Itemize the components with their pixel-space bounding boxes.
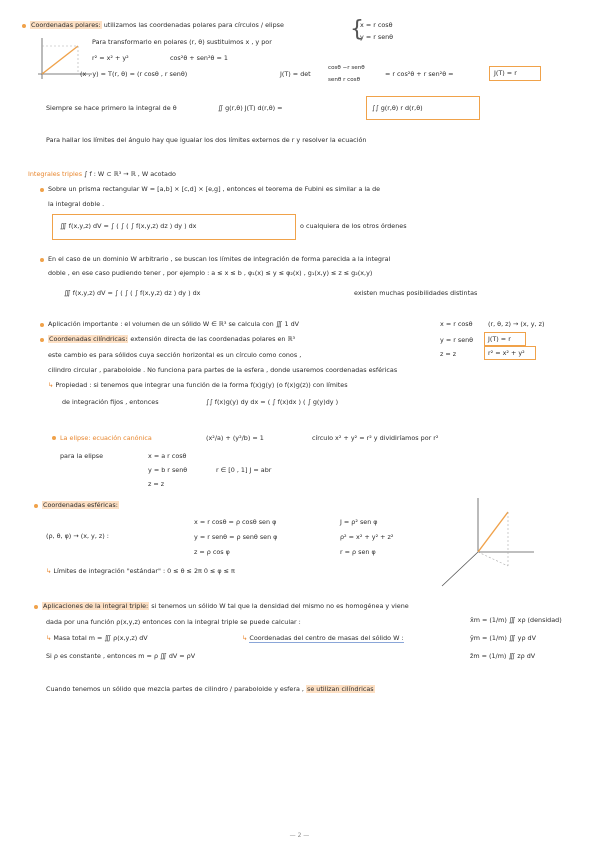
esf-s3: z = ρ cos φ bbox=[194, 548, 230, 556]
esf-title: Coordenadas esféricas: bbox=[43, 501, 118, 509]
apl-centro: Coordenadas del centro de masas del sólido W : bbox=[249, 634, 404, 642]
polares-jac: J(T) = det bbox=[280, 70, 311, 78]
triples-b1a: Sobre un prisma rectangular W = [a,b] × [c,d] × [e,g] , entonces el teorema de Fubini es similar a la de bbox=[48, 185, 381, 193]
apl-final-a: Cuando tenemos un sólido que mezcla partes de cilindro / paraboloide y esfera , bbox=[46, 685, 304, 693]
polares-int1: ∬ g(r,θ) J(T) d(r,θ) = bbox=[218, 104, 283, 112]
apl-a2: dada por una función ρ(x,y,z) entonces con la integral triple se puede calcular : bbox=[46, 618, 301, 626]
cil-line bbox=[48, 335, 295, 343]
polares-para: Para transformarlo en polares (r, θ) sustituimos x , y por bbox=[92, 38, 272, 46]
apl-c2: ȳm = (1/m) ∭ yρ dV bbox=[470, 634, 536, 642]
apl-line bbox=[42, 602, 409, 610]
bullet bbox=[22, 24, 26, 28]
cil-sys1: x = r cosθ bbox=[440, 320, 473, 328]
apl-masa: Masa total m = ∭ ρ(x,y,z) dV bbox=[53, 634, 148, 642]
bullet bbox=[52, 436, 56, 440]
apl-c1: x̄m = (1/m) ∭ xρ (densidad) bbox=[470, 616, 562, 624]
apl-final-line bbox=[46, 685, 375, 693]
esf-rho2: ρ² = x² + y² + z² bbox=[340, 533, 394, 541]
bullet bbox=[34, 605, 38, 609]
el-sys1: x = a r cosθ bbox=[148, 452, 187, 460]
polares-siempre: Siempre se hace primero la integral de θ bbox=[46, 104, 177, 112]
polares-jac-res: = r cos²θ + r sen²θ = bbox=[385, 70, 454, 78]
spherical-axes-diagram bbox=[428, 494, 538, 590]
elipse-line bbox=[60, 434, 152, 442]
cil-sys2: y = r senθ bbox=[440, 336, 474, 344]
polares-sys1: x = r cosθ bbox=[360, 21, 393, 29]
elipse-circ: círculo x² + y² = r² y dividiríamos por r² bbox=[312, 434, 439, 442]
triples-f1-note: o cualquiera de los otros órdenes bbox=[300, 222, 407, 230]
bullet bbox=[34, 504, 38, 508]
cil-a: extensión directa de las coordenadas polares en ℝ³ bbox=[130, 335, 296, 343]
apl-masa-line bbox=[46, 634, 148, 642]
elipse-para: para la elipse bbox=[60, 452, 104, 460]
page-number: — 2 — bbox=[289, 832, 310, 839]
bullet bbox=[40, 258, 44, 262]
bullet bbox=[40, 338, 44, 342]
triples-f2-note: existen muchas posibilidades distintas bbox=[354, 289, 478, 297]
triples-title: Integrales triples bbox=[28, 170, 83, 178]
esf-line bbox=[42, 501, 119, 509]
cil-title: Coordenadas cilíndricas: bbox=[49, 335, 128, 343]
triples-title-rest: ∫ f : W ⊂ ℝ³ → ℝ , W acotado bbox=[84, 170, 176, 178]
polares-mat1: cosθ −r senθ bbox=[328, 65, 365, 71]
triples-app: Aplicación importante : el volumen de un sólido W ∈ ℝ³ se calcula con ∭ 1 dV bbox=[48, 320, 300, 328]
polares-sys2: y = r senθ bbox=[360, 33, 394, 41]
cil-r: r² = x² + y² bbox=[488, 349, 525, 357]
apl-a1: si tenemos un sólido W tal que la densidad del mismo no es homogénea y viene bbox=[151, 602, 409, 610]
arrow-icon: ↳ bbox=[242, 634, 248, 642]
cil-sys3: z = z bbox=[440, 350, 457, 358]
cil-map: (r, θ, z) → (x, y, z) bbox=[488, 320, 545, 328]
el-range: r ∈ [0 , 1] J = abr bbox=[216, 466, 272, 474]
apl-centro-line bbox=[242, 634, 404, 642]
esf-lim: Límites de integración "estándar" : 0 ≤ θ ≤ 2π 0 ≤ φ ≤ π bbox=[53, 567, 235, 575]
prop-line bbox=[48, 381, 348, 389]
triples-b2a: En el caso de un dominio W arbitrario , se buscan los límites de integración de forma parecida a la integral bbox=[48, 255, 391, 263]
el-sys3: z = z bbox=[148, 480, 165, 488]
polares-limites: Para hallar los límites del ángulo hay que igualar los dos límites externos de r y resolver la ecuación bbox=[46, 136, 367, 144]
polares-eq2: cos²θ + sen²θ = 1 bbox=[170, 54, 228, 62]
triples-b2b: doble , en ese caso pudiendo tener , por ejemplo : a ≤ x ≤ b , φ₁(x) ≤ y ≤ φ₂(x) , g₁(x,y) ≤ z ≤ g₂(x,y) bbox=[48, 269, 373, 277]
polares-jac-box: J(T) = r bbox=[494, 69, 517, 77]
prop2: de integración fijos , entonces bbox=[62, 398, 159, 406]
esf-r: r = ρ sen φ bbox=[340, 548, 376, 556]
esf-lim-line bbox=[46, 567, 235, 575]
bullet bbox=[40, 188, 44, 192]
apl-title: Aplicaciones de la integral triple: bbox=[43, 602, 149, 610]
polares-mat2: senθ r cosθ bbox=[328, 77, 361, 83]
esf-map: (ρ, θ, φ) → (x, y, z) : bbox=[46, 532, 109, 540]
el-sys2: y = b r senθ bbox=[148, 466, 188, 474]
triples-f2: ∭ f(x,y,z) dV = ∫ ( ∫ ( ∫ f(x,y,z) dz ) dy ) dx bbox=[64, 289, 201, 297]
prop: Propiedad : si tenemos que integrar una función de la forma f(x)g(y) (o f(x)g(z)) con límites bbox=[55, 381, 348, 389]
triples-f1: ∭ f(x,y,z) dV = ∫ ( ∫ ( ∫ f(x,y,z) dz ) dy ) dx bbox=[60, 222, 197, 230]
bullet bbox=[40, 323, 44, 327]
polares-eq3: (x , y) = T(r, θ) = (r cosθ , r senθ) bbox=[80, 70, 188, 78]
polares-intro: utilizamos las coordenadas polares para círculos / elipse bbox=[103, 21, 284, 29]
apl-const: Si ρ es constante , entonces m = ρ ∭ dV = ρV bbox=[46, 652, 196, 660]
prop-f: ∫∫ f(x)g(y) dy dx = ( ∫ f(x)dx ) ( ∫ g(y)dy ) bbox=[206, 398, 339, 406]
cil-b: este cambio es para sólidos cuya sección horizontal es un círculo como conos , bbox=[48, 351, 302, 359]
esf-s2: y = r senθ = ρ senθ sen φ bbox=[194, 533, 278, 541]
elipse-title: La elipse: ecuación canónica bbox=[60, 434, 152, 442]
apl-final-b: se utilizan cilíndricas bbox=[306, 685, 374, 693]
arrow-icon: ↳ bbox=[48, 381, 54, 389]
elipse-eq: (x²/a) + (y²/b) = 1 bbox=[206, 434, 264, 442]
polares-line bbox=[30, 21, 284, 29]
triples-b1b: la integral doble . bbox=[48, 200, 105, 208]
apl-c3: z̄m = (1/m) ∭ zρ dV bbox=[470, 652, 536, 660]
arrow-icon: ↳ bbox=[46, 634, 52, 642]
polares-title: Coordenadas polares: bbox=[31, 21, 101, 29]
polares-int2: ∫∫ g(r,θ) r d(r,θ) bbox=[372, 104, 423, 112]
brace-icon: { bbox=[350, 17, 364, 42]
esf-j: J = ρ² sen φ bbox=[340, 518, 378, 526]
esf-s1: x = r cosθ = ρ cosθ sen φ bbox=[194, 518, 277, 526]
triples-heading bbox=[28, 170, 176, 178]
cil-j: J(T) = r bbox=[488, 335, 511, 343]
polares-eq1: r² = x² + y² bbox=[92, 54, 129, 62]
cil-c: cilindro circular , paraboloide . No funciona para partes de la esfera , donde usaremos coordenadas esféricas bbox=[48, 366, 398, 374]
arrow-icon: ↳ bbox=[46, 567, 52, 575]
